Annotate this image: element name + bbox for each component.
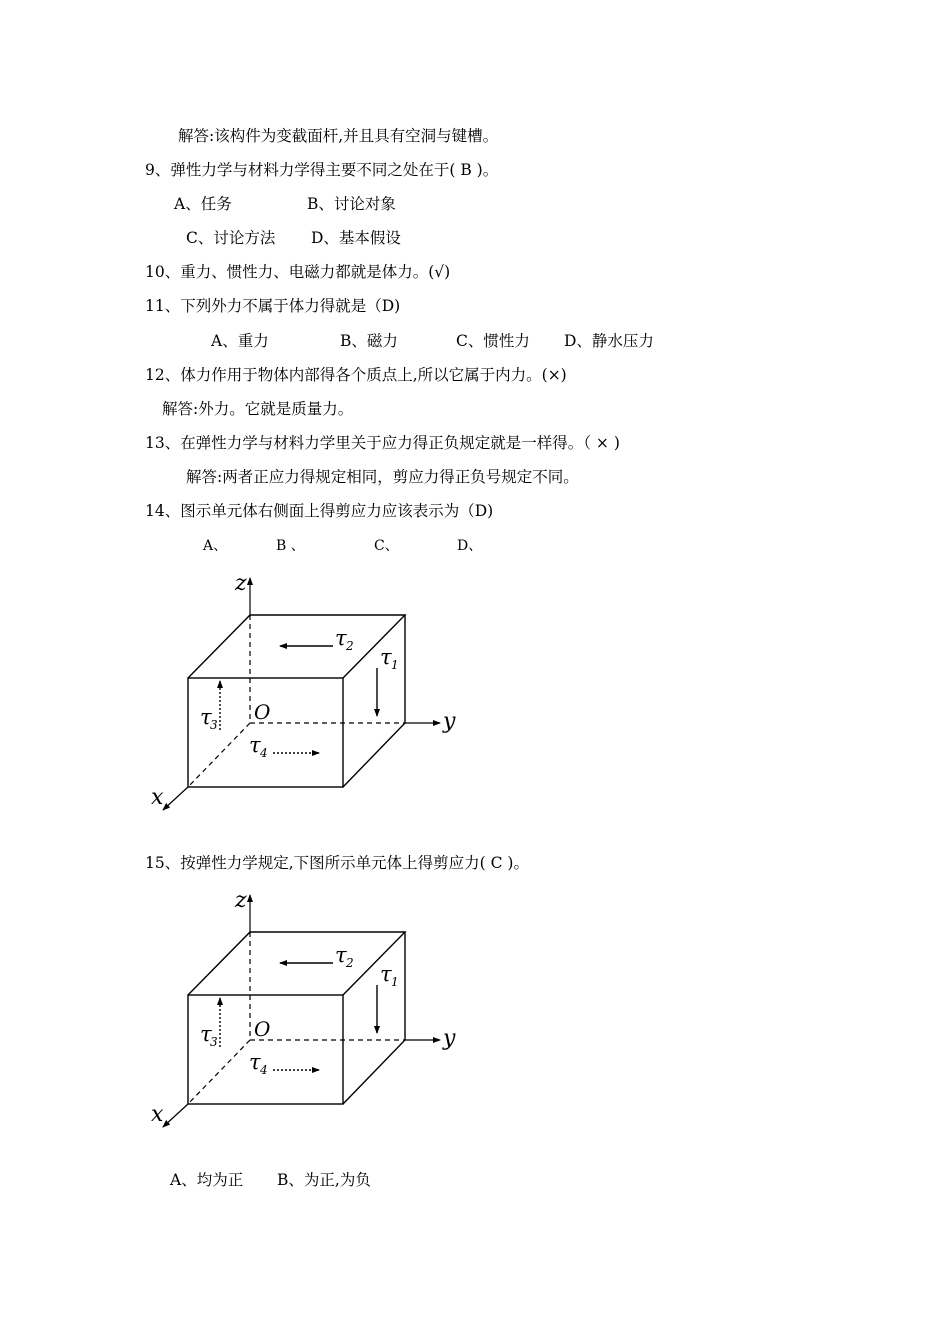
option-11b: B、磁力 [340,332,398,350]
answer-line-8: 解答:该构件为变截面杆,并且具有空洞与键槽。 [178,127,499,145]
option-11a: A、重力 [211,332,269,350]
option-9c: C、讨论方法 [186,229,276,247]
tau-3-subscript: 3 [210,1035,218,1049]
question-13: 13、在弹性力学与材料力学里关于应力得正负规定就是一样得。（ × ) [145,434,620,452]
question-15: 15、按弹性力学规定,下图所示单元体上得剪应力( C )。 [145,854,529,872]
question-11: 11、下列外力不属于体力得就是（D) [145,297,401,315]
x-axis-label: x [151,1102,164,1127]
tau-2-subscript: 2 [346,956,354,970]
question-9: 9、弹性力学与材料力学得主要不同之处在于( B )。 [145,161,499,179]
option-15b: B、为正,为负 [277,1171,371,1189]
question-14: 14、图示单元体右侧面上得剪应力应该表示为（D) [145,502,494,520]
option-14a: A、 [203,538,228,554]
tau-4-symbol: τ [249,733,261,757]
z-axis-label: z [235,888,247,913]
tau-1-symbol: τ [380,645,392,669]
tau-4-subscript: 4 [260,746,268,760]
question-12: 12、体力作用于物体内部得各个质点上,所以它属于内力。(×) [145,366,567,384]
tau-2-symbol: τ [335,626,347,650]
tau-1-subscript: 1 [391,658,399,672]
tau-1-symbol: τ [380,962,392,986]
y-axis-label: y [443,709,456,734]
unit-element-figure-15 [145,887,475,1137]
question-10: 10、重力、惯性力、电磁力都就是体力。(√) [145,263,451,281]
tau-2-subscript: 2 [346,639,354,653]
unit-element-figure-14 [145,570,475,820]
answer-12: 解答:外力。它就是质量力。 [162,400,354,418]
x-axis-label: x [151,785,164,810]
option-9a: A、任务 [174,195,232,213]
z-axis-label: z [235,571,247,596]
tau-4-subscript: 4 [260,1063,268,1077]
option-11c: C、惯性力 [456,332,530,350]
tau-3-subscript: 3 [210,718,218,732]
answer-13: 解答:两者正应力得规定相同，剪应力得正负号规定不同。 [186,468,579,486]
option-9b: B、讨论对象 [307,195,396,213]
y-axis-label: y [443,1026,456,1051]
tau-1-subscript: 1 [391,975,399,989]
tau-3-symbol: τ [200,705,212,729]
tau-4-symbol: τ [249,1050,261,1074]
option-14b: B 、 [276,538,305,554]
option-14c: C、 [374,538,399,554]
origin-label: O [254,700,271,724]
origin-label: O [254,1017,271,1041]
option-11d: D、静水压力 [564,332,654,350]
tau-2-symbol: τ [335,943,347,967]
option-9d: D、基本假设 [311,229,401,247]
tau-3-symbol: τ [200,1022,212,1046]
option-15a: A、均为正 [170,1171,244,1189]
option-14d: D、 [457,538,483,554]
